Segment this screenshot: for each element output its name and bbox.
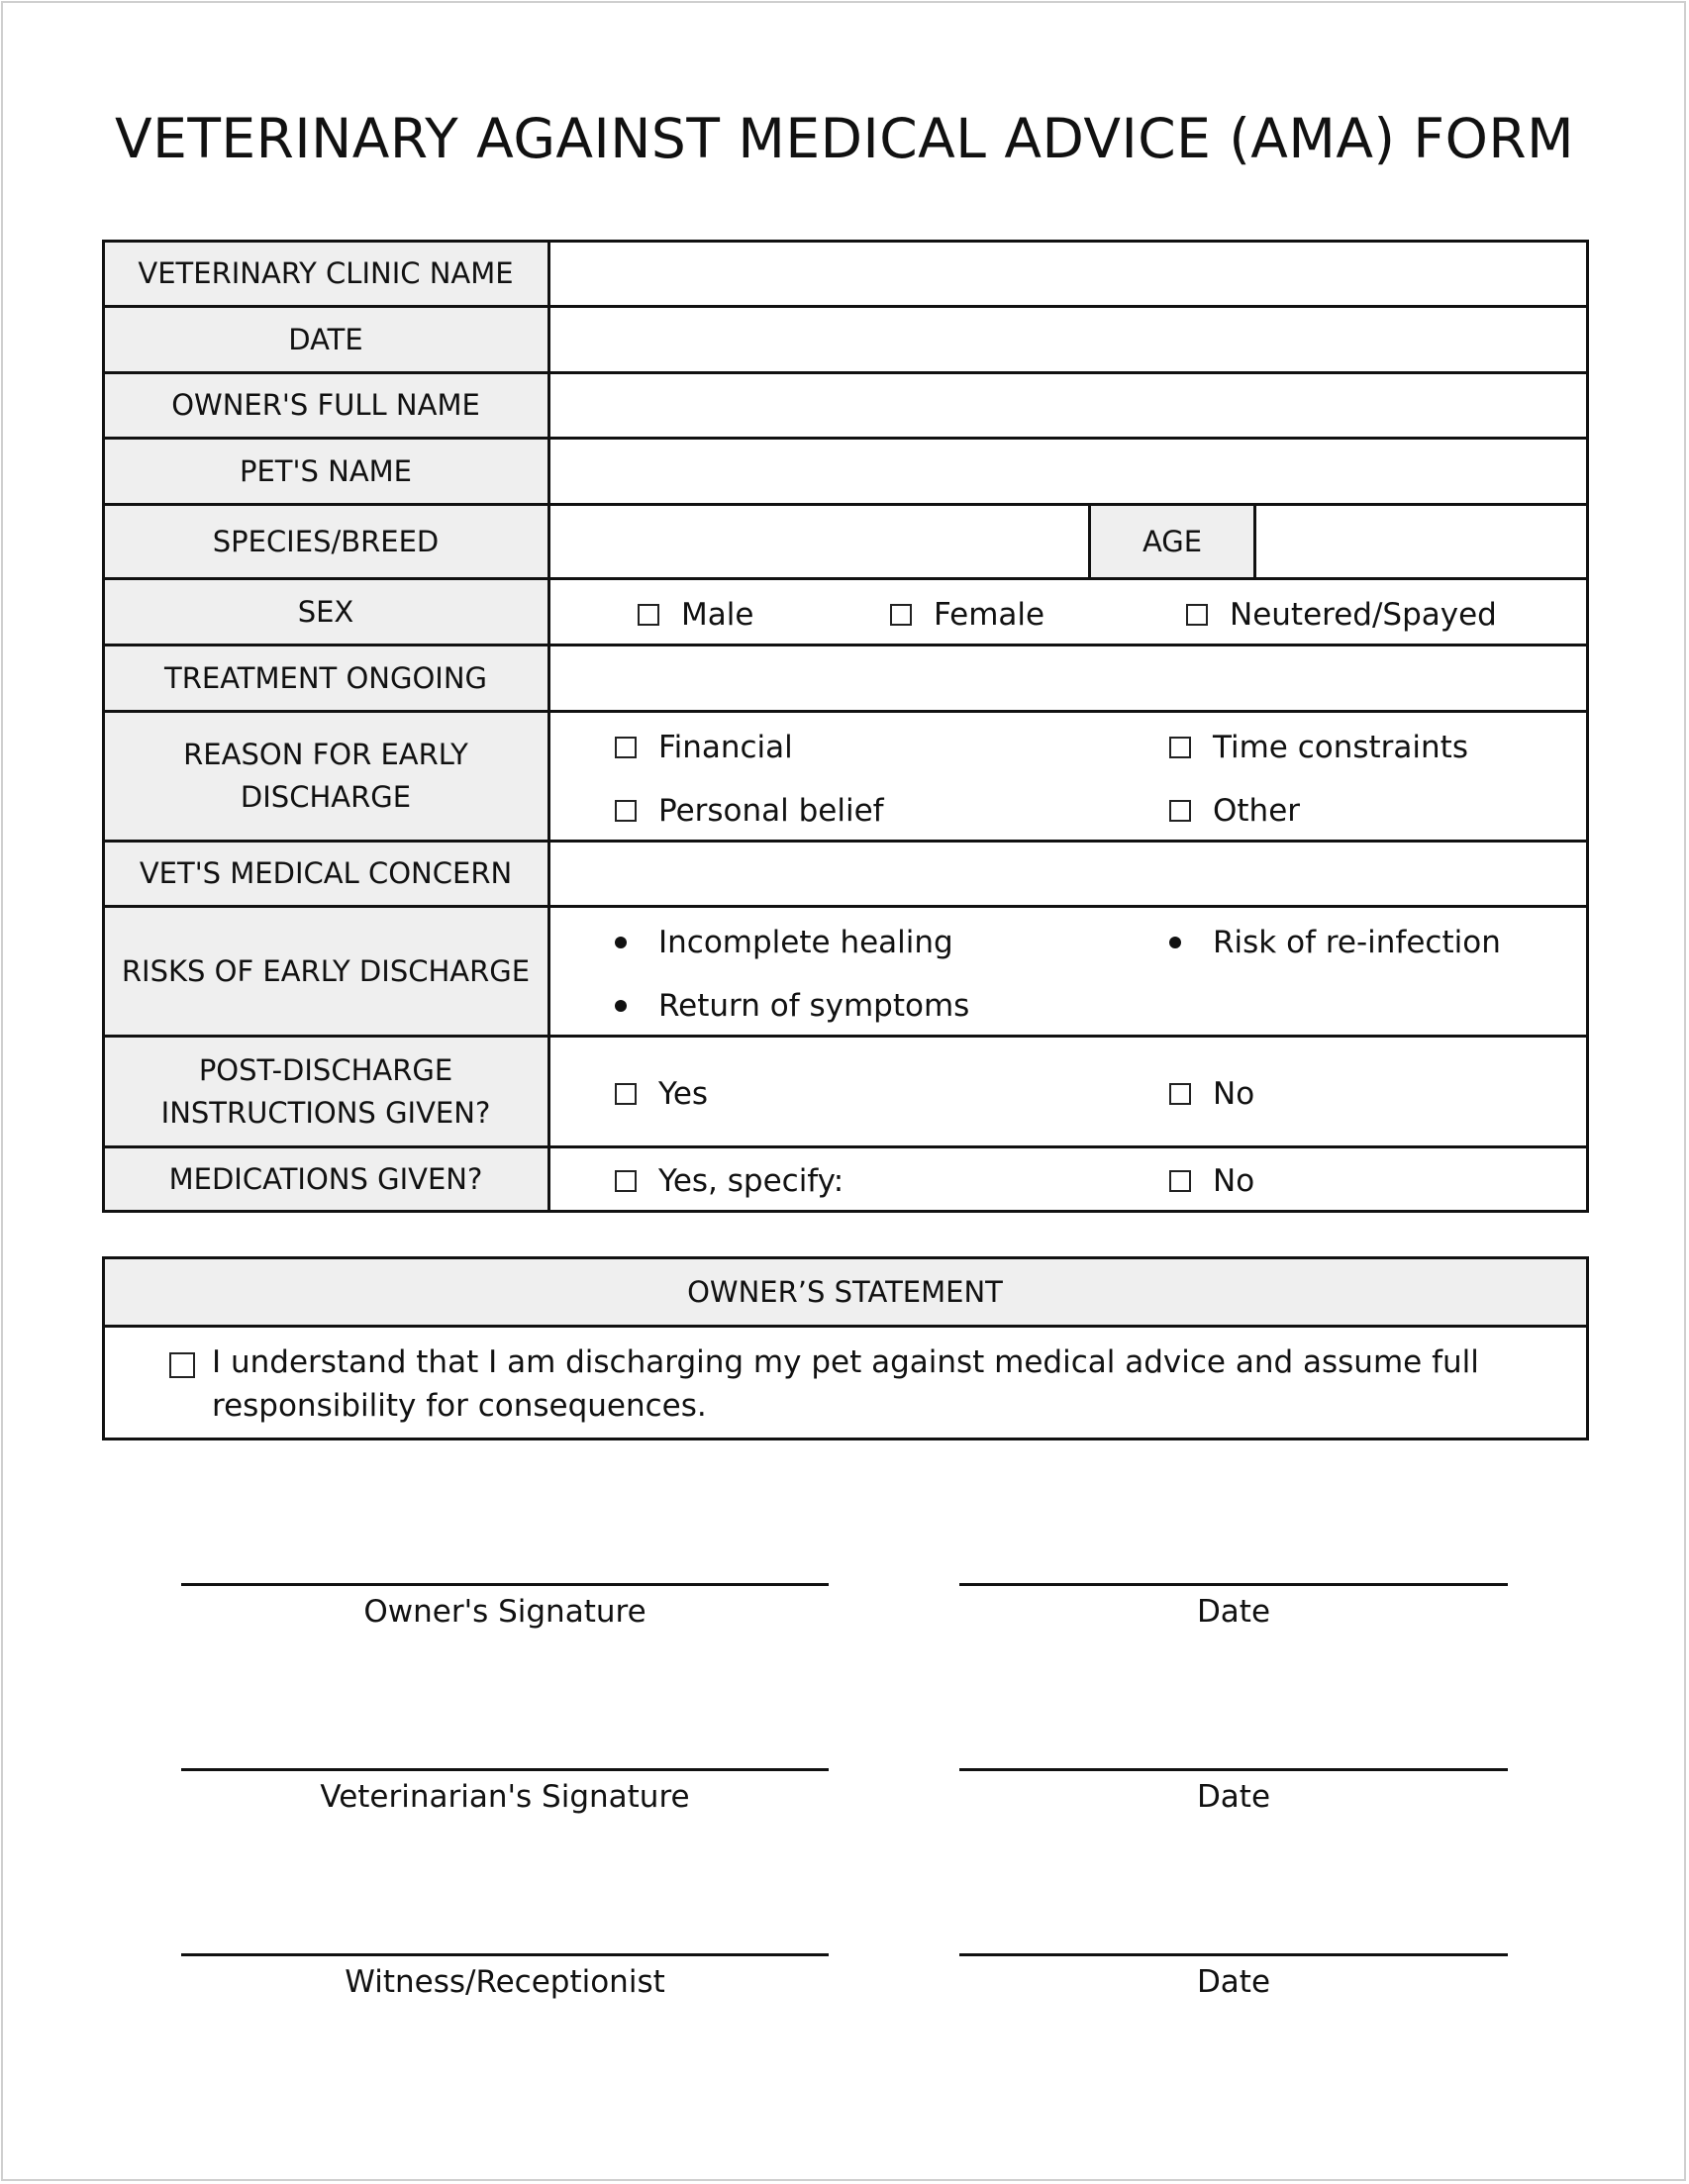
checkbox-icon[interactable] [1169, 737, 1191, 758]
age-field[interactable] [1256, 506, 1586, 577]
vet-concern-field[interactable] [550, 843, 1586, 905]
species-breed-label: SPECIES/BREED [212, 524, 440, 558]
page-title: VETERINARY AGAINST MEDICAL ADVICE (AMA) FORM [114, 107, 1575, 170]
checkbox-icon[interactable] [615, 1170, 637, 1192]
sex-label: SEX [297, 594, 354, 629]
risk-item: Incomplete healing [613, 923, 953, 962]
reason-option-personal-belief[interactable]: Personal belief [615, 791, 884, 831]
owner-signature-label: Owner's Signature [363, 1594, 646, 1630]
witness-date-label: Date [1196, 1964, 1271, 2000]
veterinarian-date-label: Date [1196, 1779, 1271, 1815]
medications-label: MEDICATIONS GIVEN? [168, 1161, 483, 1196]
instructions-label-line1: POST-DISCHARGE [198, 1052, 453, 1087]
witness-date-line[interactable] [959, 1953, 1508, 1956]
vet-concern-label: VET'S MEDICAL CONCERN [139, 856, 513, 890]
pet-name-field[interactable] [550, 440, 1586, 503]
reason-option-other[interactable]: Other [1169, 791, 1300, 831]
reason-label [104, 713, 547, 840]
instructions-label-line2: INSTRUCTIONS GIVEN? [160, 1095, 491, 1130]
veterinarian-date-line[interactable] [959, 1768, 1508, 1771]
sex-option-neutered-spayed[interactable]: Neutered/Spayed [1186, 595, 1497, 635]
checkbox-icon[interactable] [615, 737, 637, 758]
checkbox-icon[interactable] [890, 604, 912, 626]
owner-date-label: Date [1196, 1594, 1271, 1630]
checkbox-icon[interactable] [1169, 800, 1191, 822]
reason-option-financial[interactable]: Financial [615, 728, 793, 767]
checkbox-icon[interactable] [615, 1083, 637, 1105]
medications-option-yes[interactable]: Yes, specify: [615, 1161, 844, 1201]
owner-date-line[interactable] [959, 1583, 1508, 1586]
risk-item: Risk of re-infection [1167, 923, 1501, 962]
witness-signature-line[interactable] [181, 1953, 829, 1956]
treatment-ongoing-label: TREATMENT ONGOING [164, 660, 487, 695]
owner-signature-line[interactable] [181, 1583, 829, 1586]
checkbox-icon[interactable] [638, 604, 659, 626]
statement-text: I understand that I am discharging my pet against medical advice and assume full responsibility for consequences. [212, 1344, 1479, 1424]
checkbox-icon[interactable] [1186, 604, 1208, 626]
risk-item: Return of symptoms [613, 986, 969, 1026]
owner-name-field[interactable] [550, 374, 1586, 437]
clinic-name-label: VETERINARY CLINIC NAME [138, 256, 514, 290]
species-breed-field[interactable] [550, 506, 1088, 577]
date-field[interactable] [550, 308, 1586, 371]
bullet-icon [615, 1000, 627, 1012]
bullet-icon [1169, 937, 1181, 948]
reason-label-line2: DISCHARGE [240, 780, 412, 814]
checkbox-icon[interactable] [1169, 1083, 1191, 1105]
veterinarian-signature-line[interactable] [181, 1768, 829, 1771]
statement-checkbox[interactable] [169, 1352, 195, 1378]
reason-label-line1: REASON FOR EARLY [183, 738, 468, 771]
reason-option-time-constraints[interactable]: Time constraints [1169, 728, 1468, 767]
instructions-option-yes[interactable]: Yes [615, 1074, 708, 1114]
statement-header: OWNER’S STATEMENT [687, 1274, 1003, 1309]
risks-label: RISKS OF EARLY DISCHARGE [121, 953, 531, 988]
medications-option-no[interactable]: No [1169, 1161, 1254, 1201]
instructions-option-no[interactable]: No [1169, 1074, 1254, 1114]
pet-name-label: PET'S NAME [240, 453, 412, 488]
witness-signature-label: Witness/Receptionist [345, 1964, 665, 2000]
sex-option-male[interactable]: Male [638, 595, 753, 635]
sex-option-female[interactable]: Female [890, 595, 1044, 635]
date-label: DATE [288, 322, 363, 356]
veterinarian-signature-label: Veterinarian's Signature [320, 1779, 690, 1815]
treatment-ongoing-field[interactable] [550, 646, 1586, 710]
bullet-icon [615, 937, 627, 948]
checkbox-icon[interactable] [1169, 1170, 1191, 1192]
checkbox-icon[interactable] [615, 800, 637, 822]
age-label: AGE [1142, 524, 1203, 558]
instructions-label [104, 1038, 547, 1145]
clinic-name-field[interactable] [550, 243, 1586, 305]
owner-name-label: OWNER'S FULL NAME [171, 388, 480, 422]
